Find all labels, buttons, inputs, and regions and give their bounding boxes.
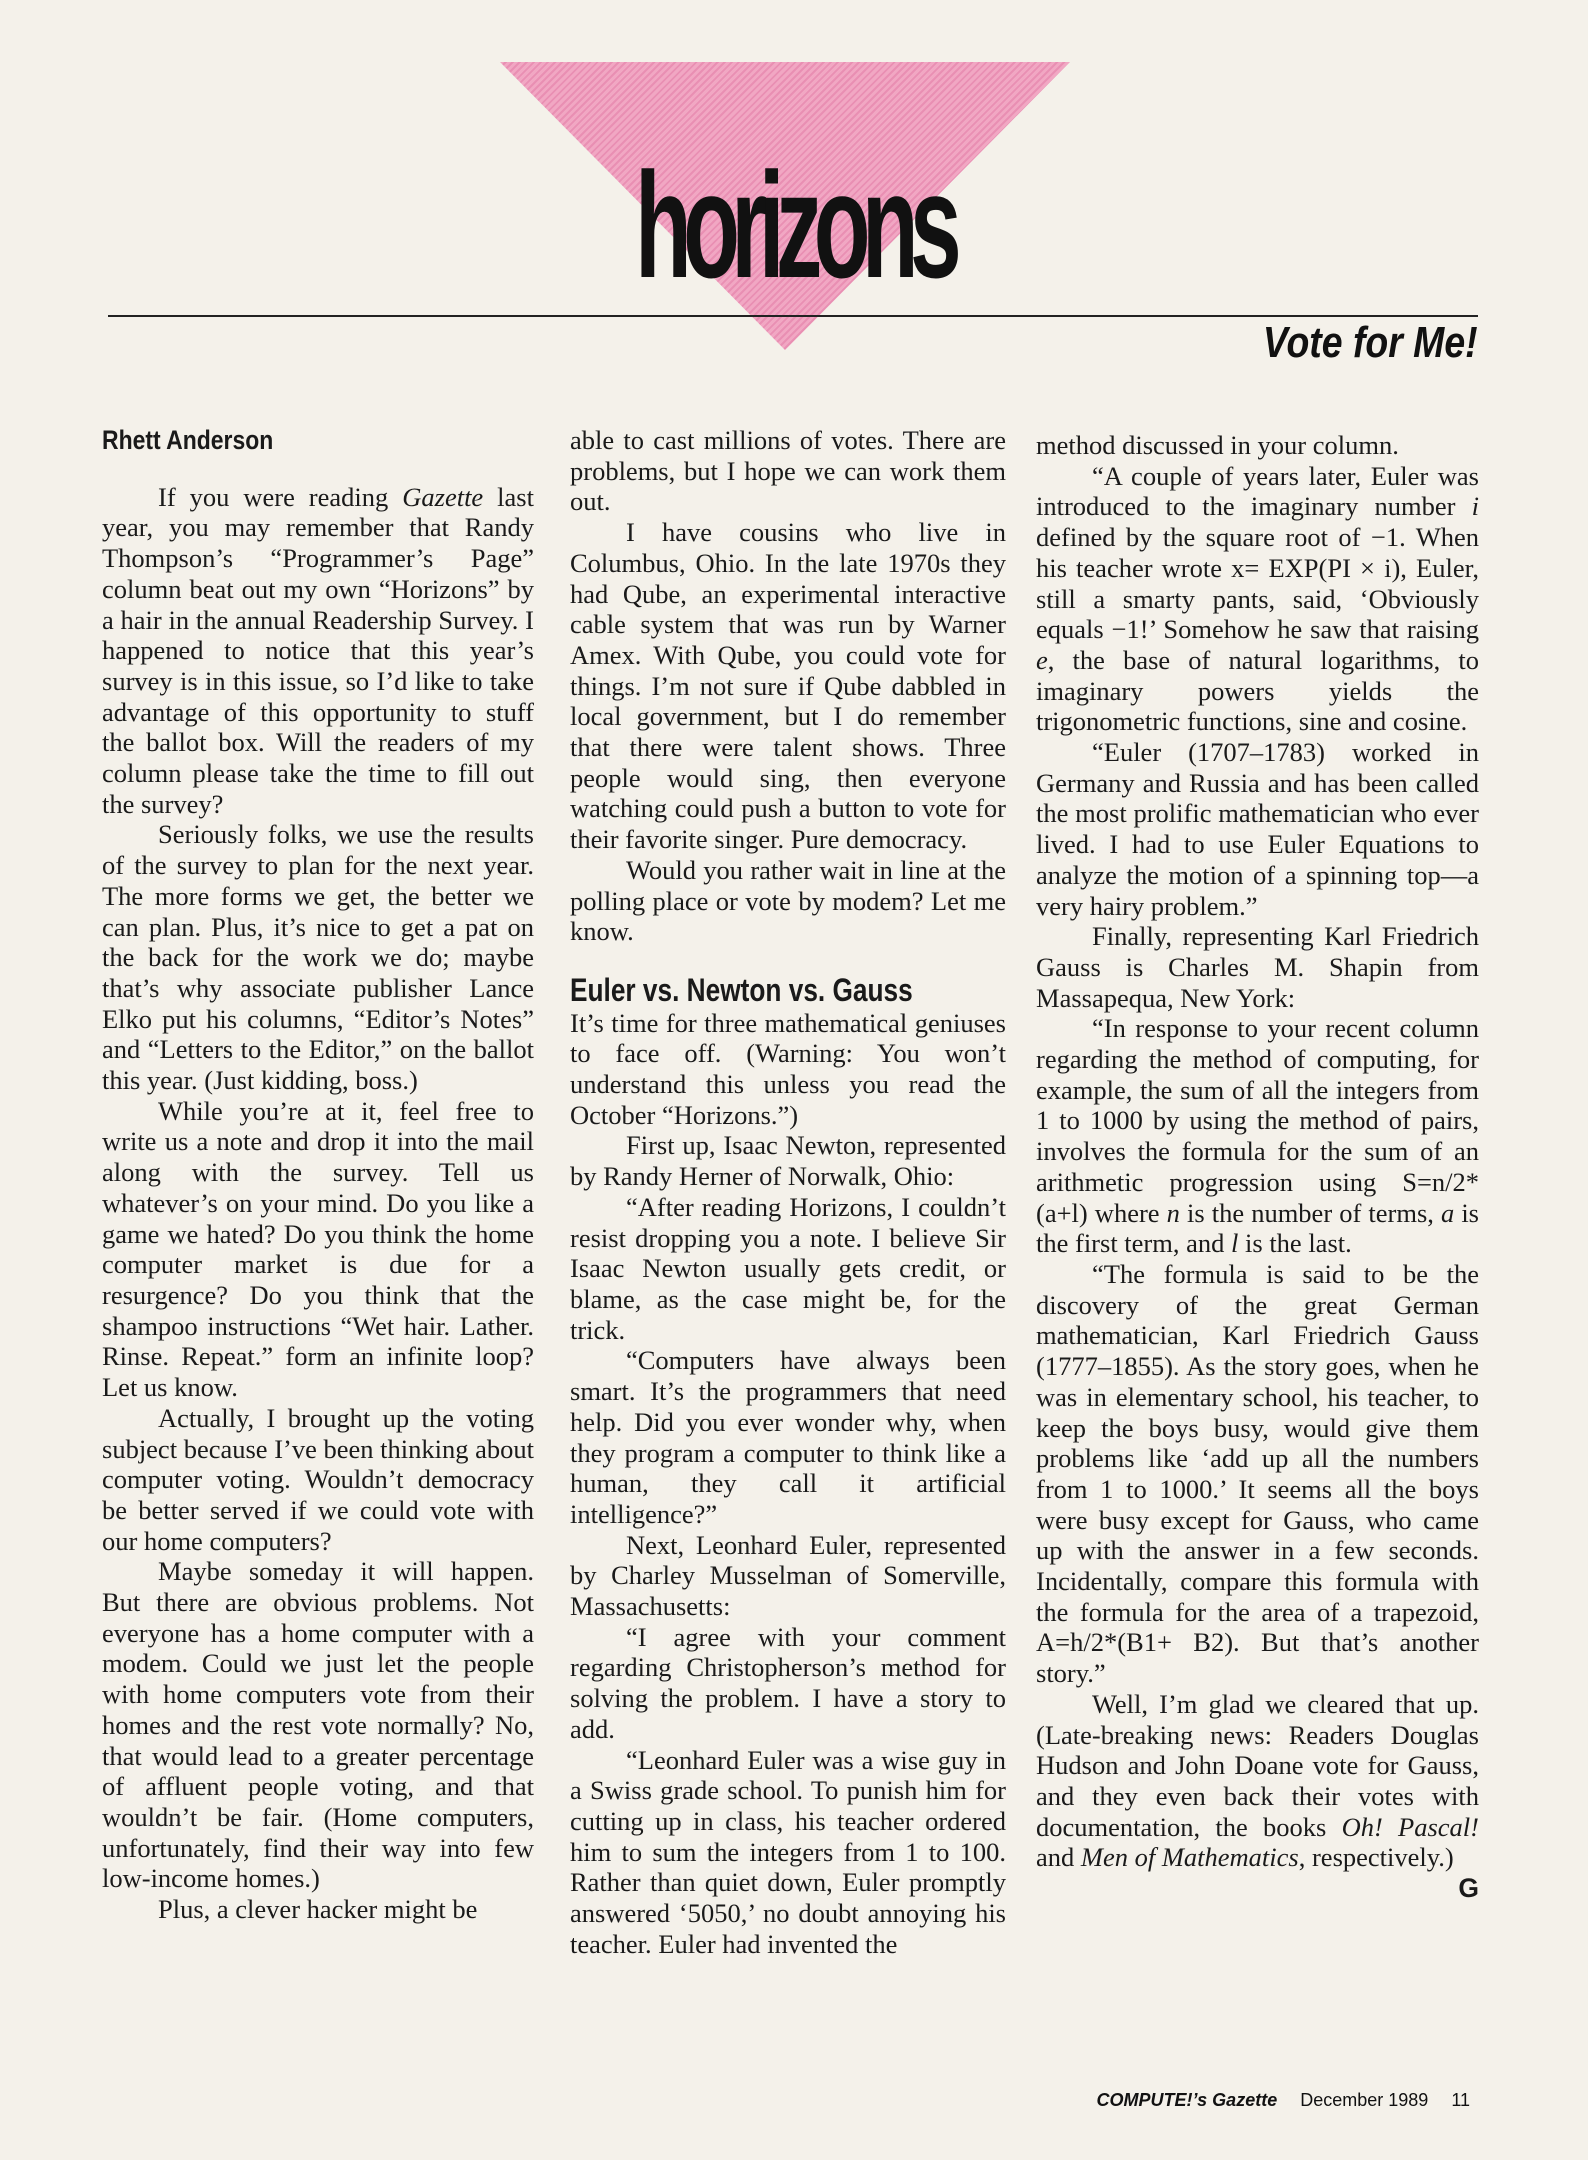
paragraph: I have cousins who live in Columbus, Ohio. In the late 1970s they had Qube, an experimental interactive cable system that was run by Warner Amex. With Qube, you could vote for things. I’m not sure if Qube dabbled in local government, but I do remember that there were talent shows. Three people would sing, then everyone watching could push a button to vote for their favorite singer. Pure democracy. — [570, 517, 1006, 855]
paragraph: “A couple of years later, Euler was introduced to the imaginary number i defined by the square root of −1. When his teacher wrote x= EXP(PI × i), Euler, still a smarty pants, said, ‘Obviously equals −1!’ Somehow he saw that raising e, the base of natural logarithms, to imaginary powers yields the trigonometric functions, sine and cosine. — [1036, 460, 1479, 737]
column-3 — [1036, 430, 1479, 1904]
paragraph: Next, Leonhard Euler, represented by Charley Musselman of Somerville, Massachusetts: — [570, 1529, 1006, 1622]
paragraph: “In response to your recent column regarding the method of computing, for example, the sum of all the integers from 1 to 1000 by using the method of pairs, involves the formula for the sum of an arithmetic progression using S=n/2* (a+l) where n is the number of terms, a is the first term, and l is the last. — [1036, 1013, 1479, 1259]
paragraph: Plus, a clever hacker might be — [158, 1894, 478, 1925]
section-masthead: horizons — [634, 141, 954, 309]
paragraph: Well, I’m glad we cleared that up. (Late-breaking news: Readers Douglas Hudson and John Doane vote for Gauss, and they even back their votes with documentation, the books Oh! Pascal! and Men of Mathematics, respectively.) G — [1036, 1688, 1479, 1904]
paragraph: Finally, representing Karl Friedrich Gauss is Charles M. Shapin from Massapequa, New York: — [1036, 921, 1479, 1013]
column-1 — [102, 425, 534, 1925]
paragraph: able to cast millions of votes. There are problems, but I hope we can work them out. — [570, 425, 1006, 517]
page-footer — [1079, 2090, 1471, 2111]
section-subhead: Euler vs. Newton vs. Gauss — [570, 971, 913, 1008]
column-2 — [570, 425, 1006, 1959]
paragraph: “Computers have always been smart. It’s the programmers that need help. Did you ever wonder why, when they program a computer to think like a human, they call it artificial intelligence?” — [570, 1345, 1006, 1529]
end-mark: G — [1458, 1873, 1479, 1904]
paragraph: Actually, I brought up the voting subject because I’ve been thinking about computer voting. Wouldn’t democracy be better served if we could vote with our home computers? — [102, 1402, 534, 1556]
header-rule — [108, 315, 1478, 317]
paragraph: Maybe someday it will happen. But there are obvious problems. Not everyone has a home computer with a modem. Could we just let the people with home computers vote from their homes and the rest vote normally? No, that would lead to a greater percentage of affluent people voting, and that wouldn’t be fair. (Home computers, unfortunately, find their way into few low-income homes.) — [102, 1556, 534, 1894]
paragraph: Seriously folks, we use the results of the survey to plan for the next year. The more forms we get, the better we can plan. Plus, it’s nice to get a pat on the back for the work we do; maybe that’s why associate publisher Lance Elko put his columns, “Editor’s Notes” and “Letters to the Editor,” on the ballot this year. (Just kidding, boss.) — [102, 819, 534, 1096]
paragraph: “After reading Horizons, I couldn’t resist dropping you a note. I believe Sir Isaac Newton usually gets credit, or blame, as the case might be, for the trick. — [570, 1191, 1006, 1345]
paragraph: “I agree with your comment regarding Christopherson’s method for solving the problem. I have a story to add. — [570, 1621, 1006, 1744]
paragraph: “Leonhard Euler was a wise guy in a Swiss grade school. To punish him for cutting up in class, his teacher ordered him to sum the integers from 1 to 100. Rather than quiet down, Euler promptly answered ‘5050,’ no doubt annoying his teacher. Euler had invented the — [570, 1744, 1006, 1959]
paragraph: “The formula is said to be the discovery of the great German mathematician, Karl Friedrich Gauss (1777–1855). As the story goes, when he was in elementary school, his teacher, to keep the boys busy, would give them problems like ‘add up all the numbers from 1 to 1000.’ It seems all the boys were busy except for Gauss, who came up with the answer in a few seconds. Incidentally, compare this formula with the formula for the area of a trapezoid, A=h/2*(B1+ B2). But that’s another story.” — [1036, 1258, 1479, 1689]
publication-name: COMPUTE!’s Gazette — [1096, 2090, 1278, 2110]
paragraph: “Euler (1707–1783) worked in Germany and Russia and has been called the most prolific mathematician who ever lived. I had to use Euler Equations to analyze the motion of a spinning top—a very hairy problem.” — [1036, 737, 1479, 921]
paragraph: Would you rather wait in line at the polling place or vote by modem? Let me know. — [570, 854, 1006, 947]
issue-date: December 1989 — [1300, 2090, 1429, 2110]
paragraph: First up, Isaac Newton, represented by Randy Herner of Norwalk, Ohio: — [570, 1130, 1006, 1192]
paragraph: While you’re at it, feel free to write us a note and drop it into the mail along with the survey. Tell us whatever’s on your mind. Do you like a game we hated? Do you think the home computer market is due for a resurgence? Do you think that the shampoo instructions “Wet hair. Lather. Rinse. Repeat.” form an infinite loop? Let us know. — [102, 1095, 534, 1403]
article-title: Vote for Me! — [1263, 318, 1478, 367]
paragraph: method discussed in your column. — [1036, 430, 1399, 460]
paragraph: It’s time for three mathematical geniuses to face off. (Warning: You won’t understand this unless you read the October “Horizons.”) — [570, 1007, 1006, 1130]
byline: Rhett Anderson — [102, 425, 274, 455]
paragraph: If you were reading Gazette last year, you may remember that Randy Thompson’s “Programmer’s Page” column beat out my own “Horizons” by a hair in the annual Readership Survey. I happened to notice that this year’s survey is in this issue, so I’d like to take advantage of this opportunity to stuff the ballot box. Will the readers of my column please take the time to fill out the survey? — [102, 481, 534, 819]
page-number: 11 — [1451, 2090, 1470, 2110]
